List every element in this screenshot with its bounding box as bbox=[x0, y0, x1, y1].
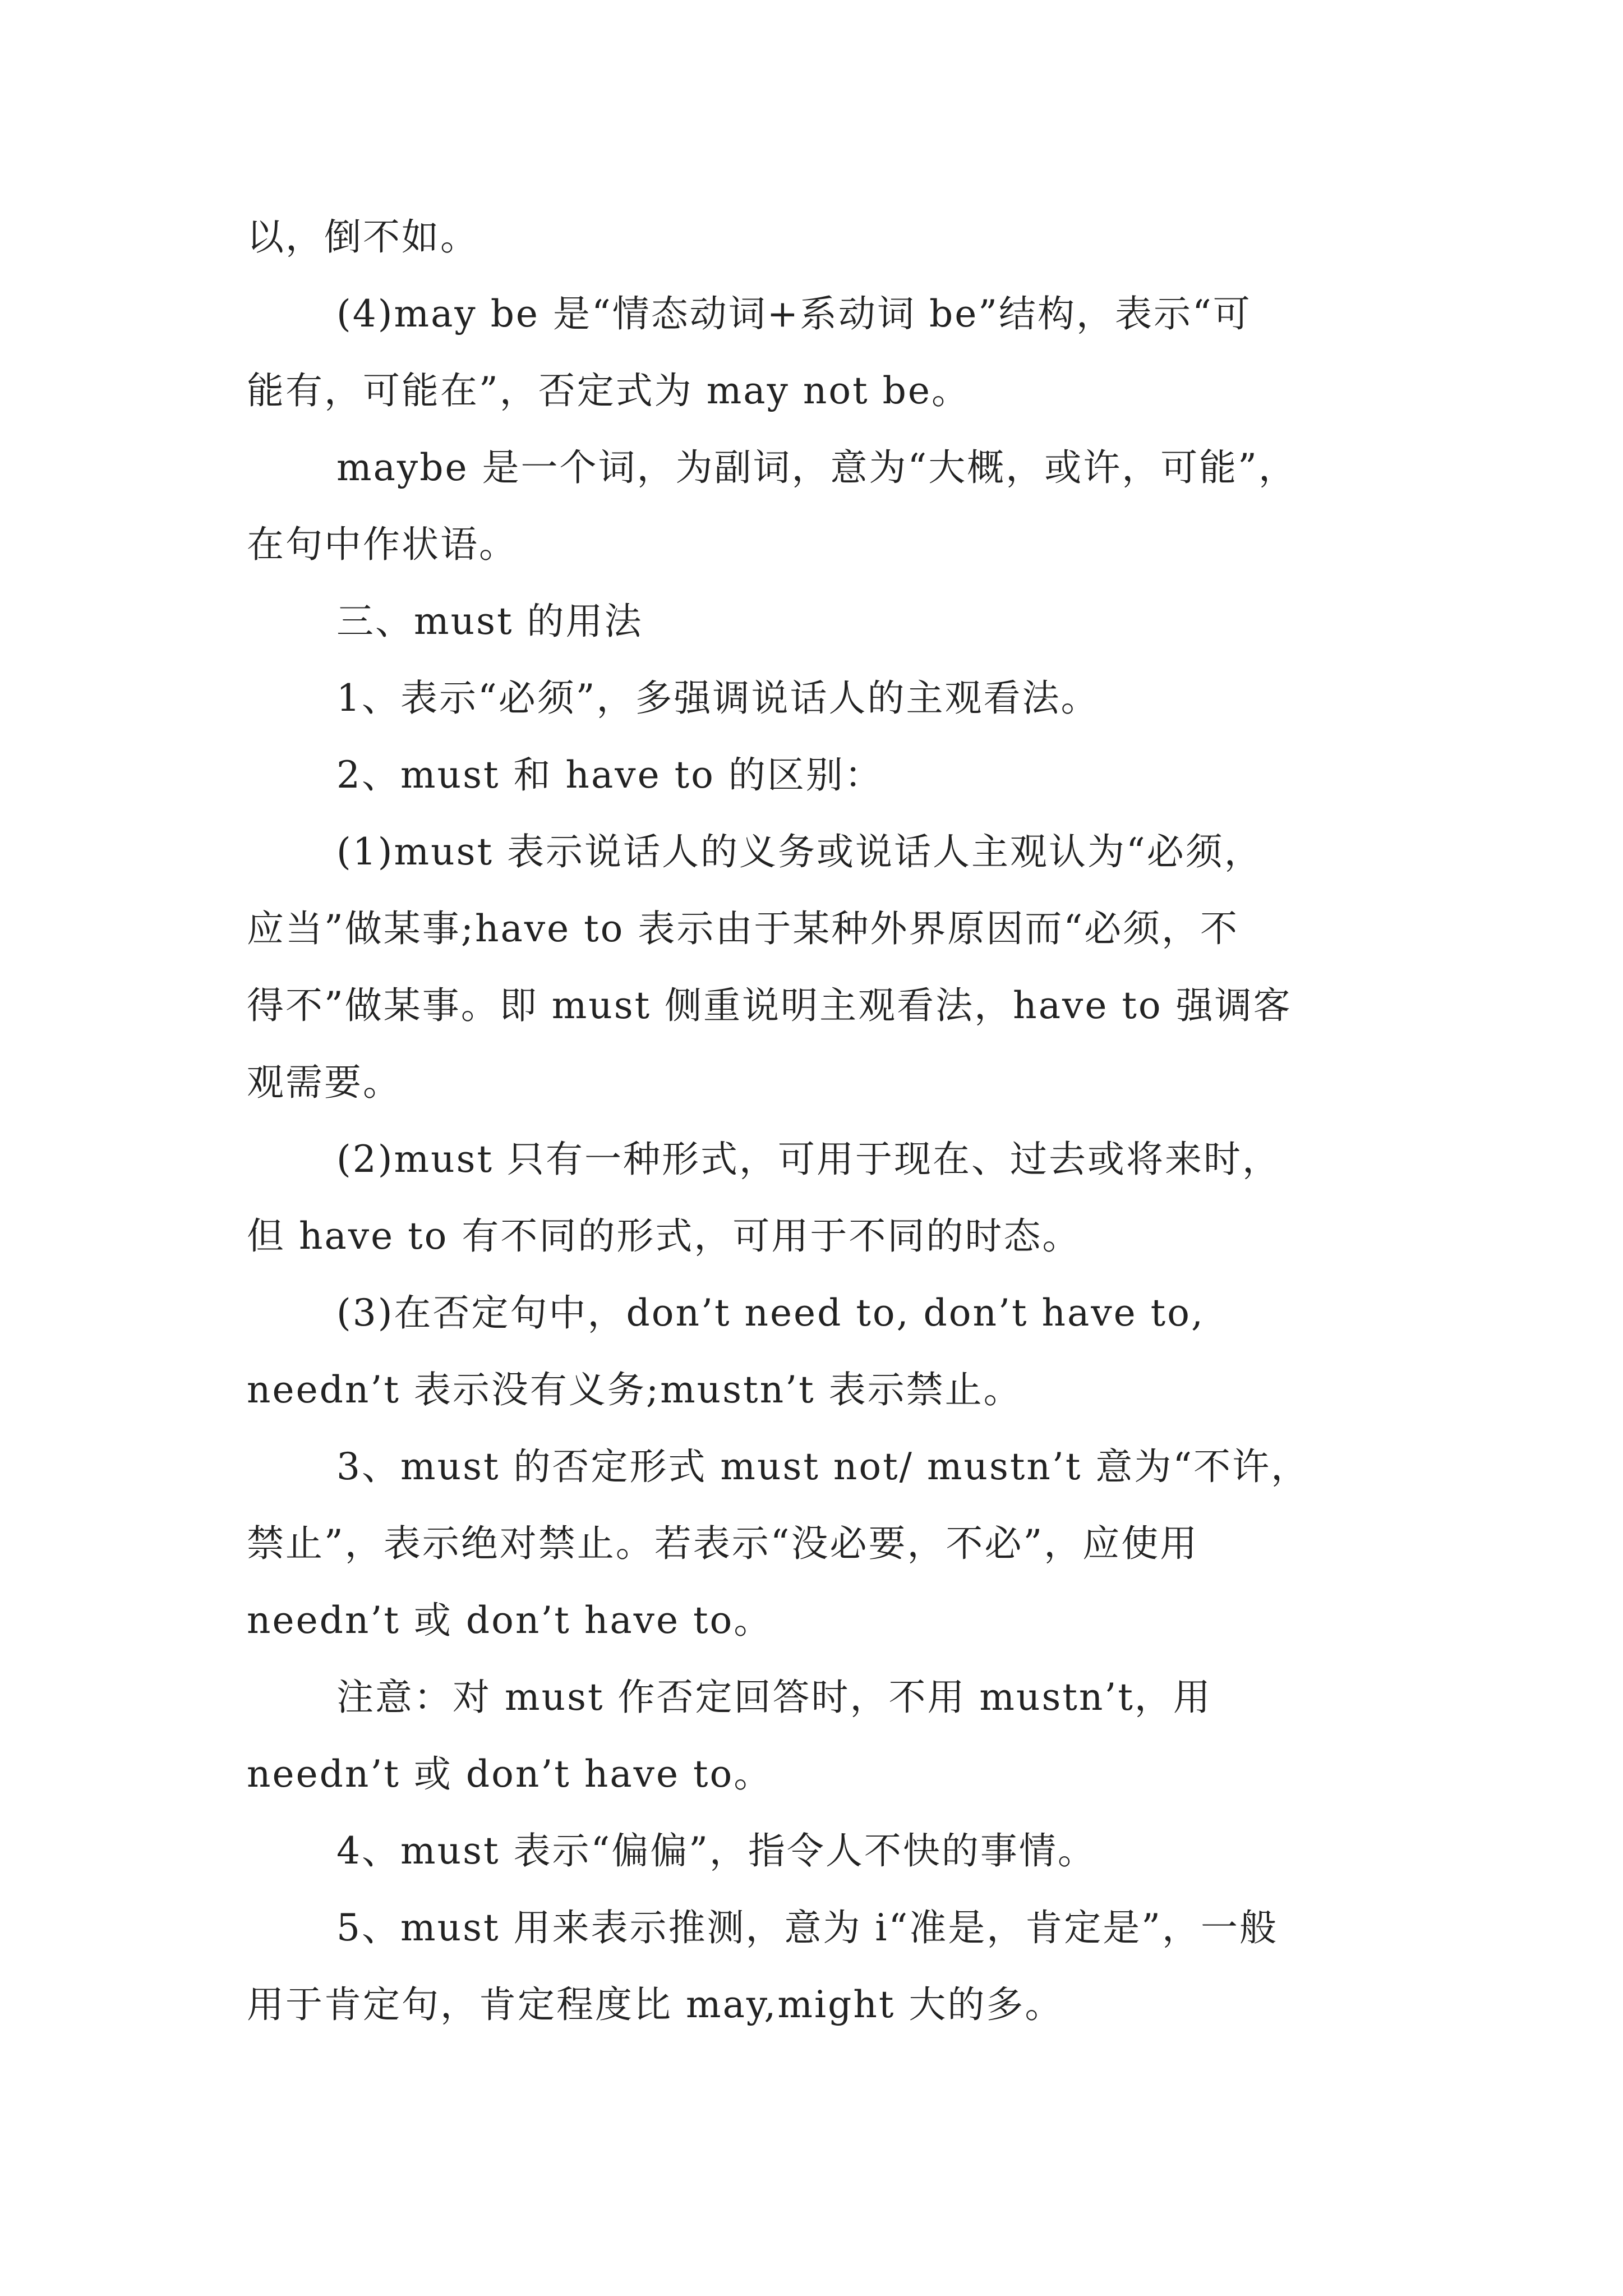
text-line: (1)must 表示说话人的义务或说话人主观认为“必须， bbox=[336, 830, 1263, 873]
text-line: 应当”做某事;have to 表示由于某种外界原因而“必须，不 bbox=[247, 907, 1239, 950]
text-line: maybe 是一个词，为副词，意为“大概，或许，可能”， bbox=[336, 446, 1297, 489]
text-line: 3、must 的否定形式 must not/ mustn’t 意为“不许， bbox=[336, 1445, 1310, 1488]
text-line: 在句中作状语。 bbox=[247, 523, 518, 566]
text-line: 能有，可能在”，否定式为 may not be。 bbox=[247, 369, 970, 412]
text-line: 以，倒不如。 bbox=[247, 215, 479, 259]
text-line: 4、must 表示“偏偏”，指令人不快的事情。 bbox=[336, 1829, 1096, 1872]
text-line: 5、must 用来表示推测，意为 i“准是，肯定是”，一般 bbox=[336, 1906, 1279, 1949]
text-line: 用于肯定句，肯定程度比 may,might 大的多。 bbox=[247, 1983, 1064, 2026]
text-line: (2)must 只有一种形式，可用于现在、过去或将来时， bbox=[336, 1138, 1281, 1181]
section-heading: 三、must 的用法 bbox=[336, 600, 643, 643]
text-line: (4)may be 是“情态动词+系动词 be”结构，表示“可 bbox=[336, 292, 1252, 335]
text-line: needn’t 表示没有义务;mustn’t 表示禁止。 bbox=[247, 1368, 1022, 1411]
text-line: 但 have to 有不同的形式，可用于不同的时态。 bbox=[247, 1214, 1081, 1258]
text-line: needn’t 或 don’t have to。 bbox=[247, 1752, 773, 1796]
text-line: needn’t 或 don’t have to。 bbox=[247, 1599, 773, 1642]
text-line: 1、表示“必须”，多强调说话人的主观看法。 bbox=[336, 677, 1100, 720]
text-line: (3)在否定句中，don’t need to, don’t have to, bbox=[336, 1291, 1205, 1335]
text-line: 得不”做某事。即 must 侧重说明主观看法，have to 强调客 bbox=[247, 984, 1292, 1027]
text-line: 2、must 和 have to 的区别： bbox=[336, 753, 883, 797]
text-line: 观需要。 bbox=[247, 1061, 402, 1104]
text-line: 禁止”，表示绝对禁止。若表示“没必要，不必”，应使用 bbox=[247, 1522, 1199, 1565]
text-line: 注意：对 must 作否定回答时，不用 mustn’t，用 bbox=[336, 1676, 1212, 1719]
